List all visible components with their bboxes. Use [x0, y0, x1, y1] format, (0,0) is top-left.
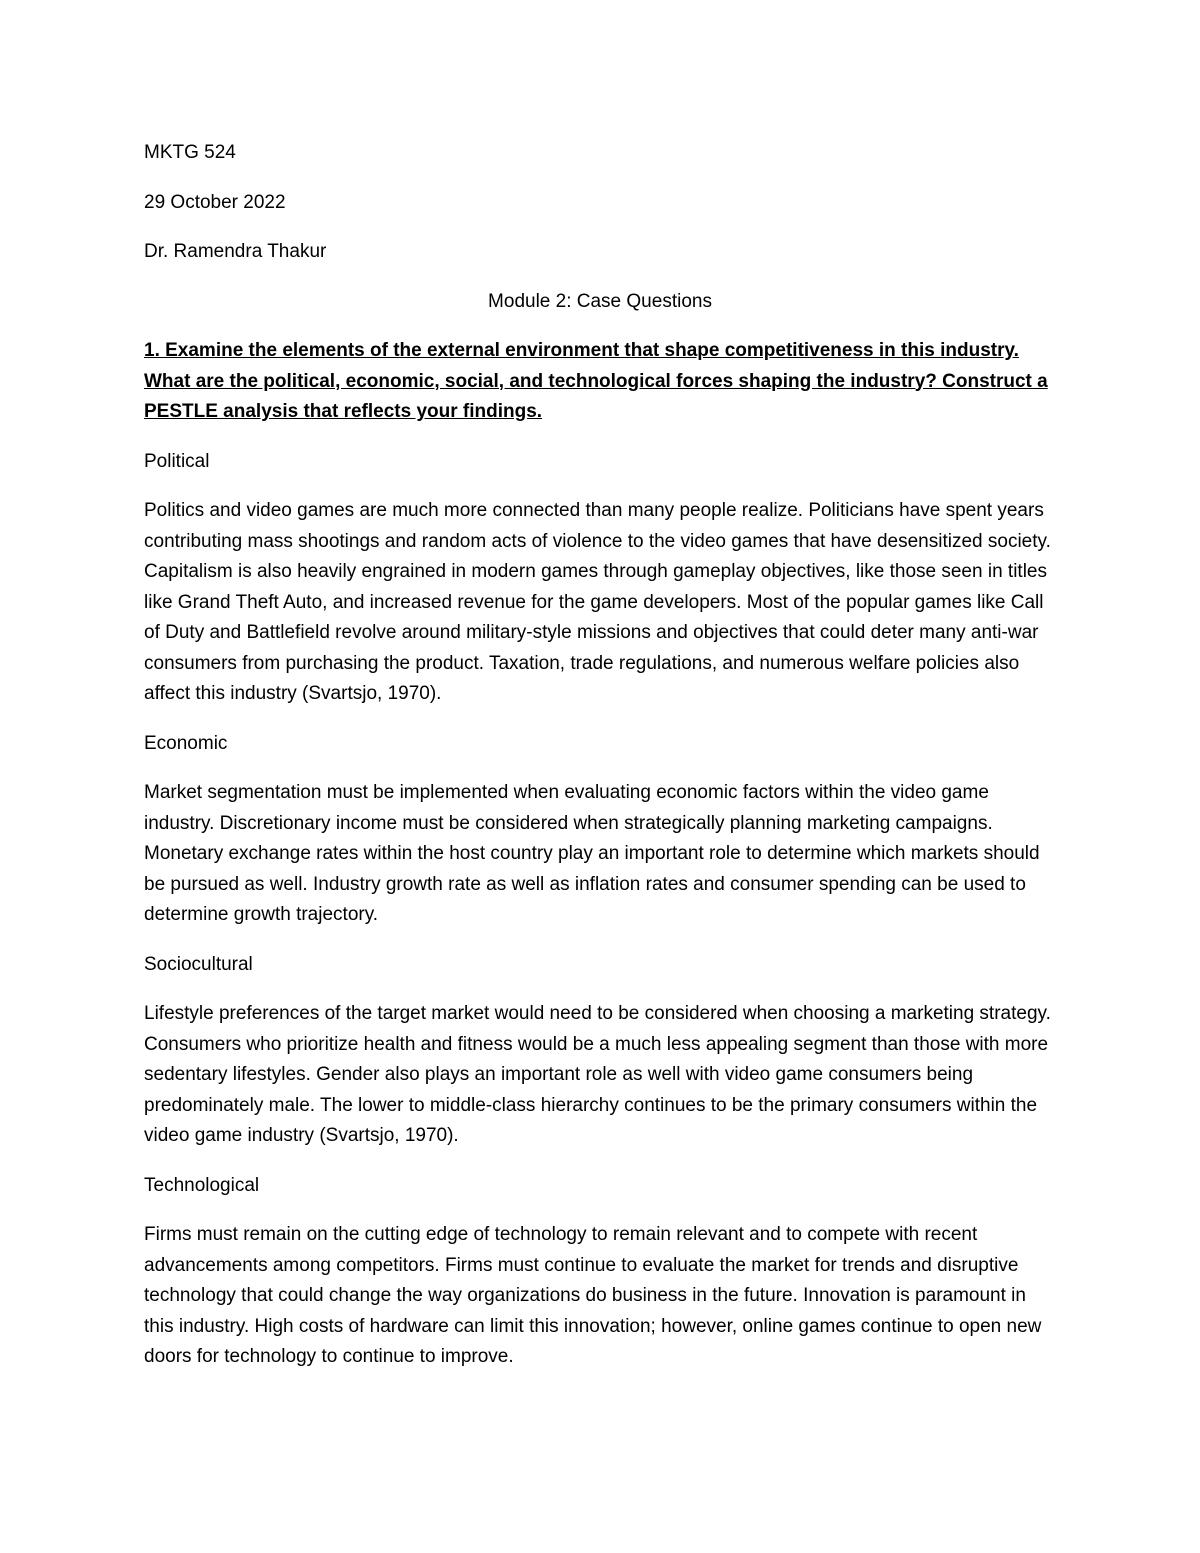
course-code: MKTG 524 [144, 142, 236, 163]
section-body-technological: Firms must remain on the cutting edge of technology to remain relevant and to compete with recent advancements among competitors. Firms must continue to evaluate the market for trends and disruptive technology that could change the way organizations do business in the future. Innovation is paramount in this industry. High costs of hardware can limit this innovation; however, online games continue to open new doors for technology to continue to improve. [144, 1224, 1042, 1367]
submission-date: 29 October 2022 [144, 191, 286, 213]
section-body-political: Politics and video games are much more connected than many people realize. Politicians have spent years contributing mass shootings and random acts of violence to the video games that have desensitized society. Capitalism is also heavily engrained in modern games through gameplay objectives, like those seen in titles like Grand Theft Auto, and increased revenue for the game developers. Most of the popular games like Call of Duty and Battlefield revolve around military-style missions and objectives that could deter many anti-war consumers from purchasing the product. Taxation, trade regulations, and numerous welfare policies also affect this industry (Svartsjo, 1970). [144, 500, 1051, 704]
section-heading-economic: Economic [144, 732, 228, 754]
instructor-name: Dr. Ramendra Thakur [144, 241, 327, 262]
section-heading-technological: Technological [144, 1174, 260, 1196]
case-question: 1. Examine the elements of the external environment that shape competitiveness in this industry. What are the political, economic, social, and technological forces shaping the industry? Construct a PESTLE analysis that reflects your findings. [144, 340, 1048, 422]
document-content [144, 138, 1056, 1392]
section-heading-sociocultural: Sociocultural [144, 953, 253, 975]
section-heading-political: Political [144, 450, 210, 472]
document-title: Module 2: Case Questions [488, 290, 712, 312]
section-body-sociocultural: Lifestyle preferences of the target market would need to be considered when choosing a marketing strategy. Consumers who prioritize health and fitness would be a much less appealing segment than those with more sedentary lifestyles. Gender also plays an important role as well with video game consumers being predominately male. The lower to middle-class hierarchy continues to be the primary consumers within the video game industry (Svartsjo, 1970). [144, 1003, 1051, 1146]
section-body-economic: Market segmentation must be implemented when evaluating economic factors within the video game industry. Discretionary income must be considered when strategically planning marketing campaigns. Monetary exchange rates within the host country play an important role to determine which markets should be pursued as well. Industry growth rate as well as inflation rates and consumer spending can be used to determine growth trajectory. [144, 782, 1040, 925]
